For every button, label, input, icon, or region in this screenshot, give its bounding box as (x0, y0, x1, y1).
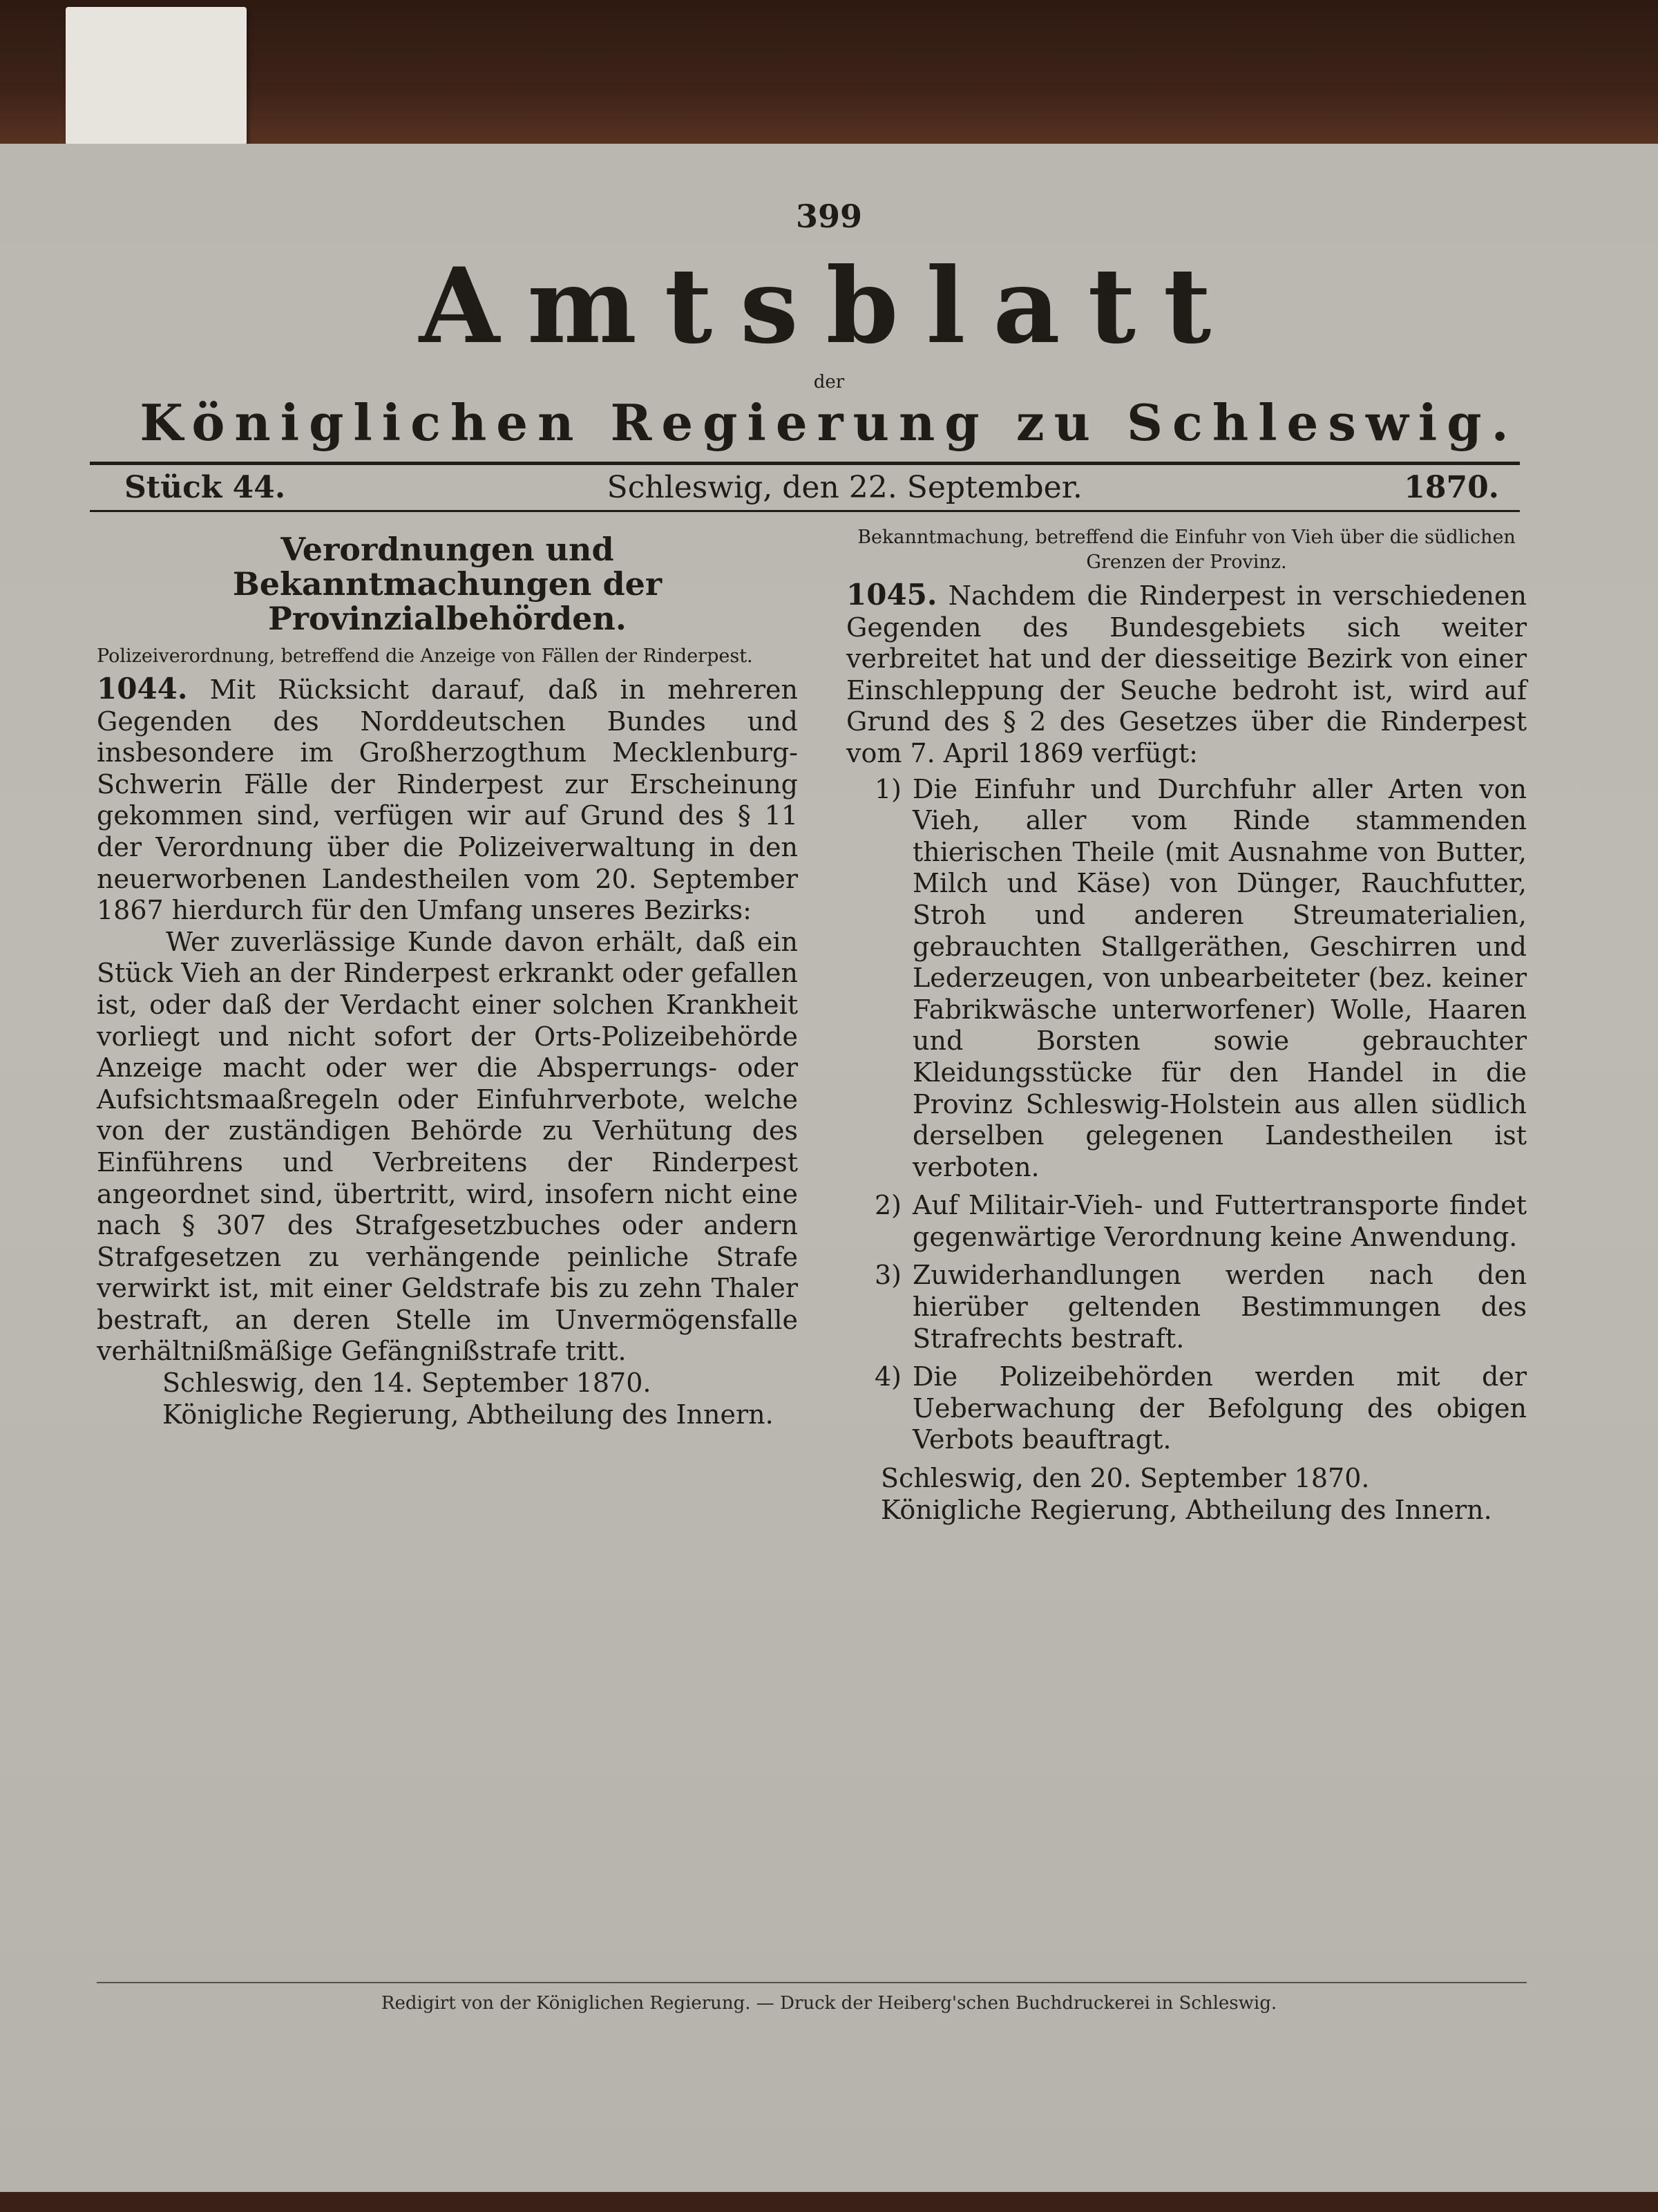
document-page (0, 144, 1658, 2193)
list-item: 3) Zuwiderhandlungen werden nach den hierüber geltenden Bestimmungen des Strafrechts bestraft. (874, 1260, 1527, 1354)
page-number: 399 (795, 198, 863, 235)
imprint-footer: Redigirt von der Königlichen Regierung. — Druck der Heiberg'schen Buchdruckerei in Schleswig. (381, 1993, 1277, 2014)
notice-1045-number: 1045. (846, 578, 937, 612)
notice-1045-sign-authority: Königliche Regierung, Abtheilung des Innern. (881, 1494, 1492, 1525)
right-column (846, 525, 1527, 1526)
book-edge-bottom (0, 2192, 1658, 2212)
list-item: 1) Die Einfuhr und Durchfuhr aller Arten von Vieh, aller vom Rinde stammenden thierischen Theile (mit Ausnahme von Butter, Milch und Käse) von Dünger, Rauchfutter, Stroh und anderen Streumaterialien, gebrauchten Stallgeräthen, Geschirren und Lederzeugen, von unbearbeiteter (bez. keiner Fabrikwäsche unterworfener) Wolle, Haaren und Borsten sowie gebrauchter Kleidungsstücke für den Handel in die Provinz Schleswig-Holstein aus allen südlich derselben gelegenen Landestheilen ist verboten. (874, 773, 1527, 1182)
issue-line (124, 470, 1499, 505)
left-column (97, 525, 798, 1430)
book-edge-top (0, 0, 1658, 149)
notice-1045-items (846, 774, 1527, 1456)
list-item: 2) Auf Militair-Vieh- und Futtertransporte findet gegenwärtige Verordnung keine Anwendung. (874, 1190, 1527, 1252)
header-rule-bottom (90, 510, 1520, 512)
issue-place-date: Schleswig, den 22. September. (607, 470, 1083, 505)
header-rule-top (90, 462, 1520, 465)
notice-1044-para2: Wer zuverlässige Kunde davon erhält, daß ein Stück Vieh an der Rinderpest erkrankt oder gefallen ist, oder daß der Verdacht einer solchen Krankheit vorliegt und nicht sofort der Orts-Polizeibehörde Anzeige macht oder wer die Absperrungs- oder Aufsichtsmaaßregeln oder Einfuhrverbote, welche von der zuständigen Behörde zu Verhütung des Einführens und Verbreitens der Rinderpest angeordnet sind, übertritt, wird, insofern nicht eine nach § 307 des Strafgesetzbuches oder andern Strafgesetzen zu verhängende peinliche Strafe verwirkt ist, mit einer Geldstrafe bis zu zehn Thaler bestraft, an deren Stelle im Unvermögensfalle verhältnißmäßige Gefängnißstrafe tritt. (97, 926, 798, 1367)
notice-1044-para1 (97, 673, 798, 927)
notice-1044-number: 1044. (97, 672, 188, 706)
footer-rule (97, 1982, 1527, 1983)
masthead-title: Amtsblatt (419, 245, 1239, 367)
notice-1044-sign-place: Schleswig, den 14. September 1870. (162, 1368, 651, 1399)
notice-1045-sign-place: Schleswig, den 20. September 1870. (881, 1463, 1370, 1494)
list-item: 4) Die Polizeibehörden werden mit der Ueberwachung der Befolgung des obigen Verbots beauftragt. (874, 1361, 1527, 1455)
notice-1044-sign-authority: Königliche Regierung, Abtheilung des Innern. (162, 1399, 774, 1430)
masthead-subtitle: Königlichen Regierung zu Schleswig. (140, 393, 1518, 452)
masthead-der: der (813, 372, 845, 393)
notice-1045-title: Bekanntmachung, betreffend die Einfuhr von Vieh über die südlichen Grenzen der Provinz. (857, 527, 1516, 573)
paper-slip (66, 7, 247, 145)
notice-1045-para1-text: Nachdem die Rinderpest in verschiedenen Gegenden des Bundesgebiets sich weiter verbreitet hat und der diesseitige Bezirk von einer Einschleppung der Seuche bedroht ist, wird auf Grund des § 2 des Gesetzes über die Rinderpest vom 7. April 1869 verfügt: (846, 580, 1527, 768)
notice-1045-para1 (846, 579, 1527, 770)
section-heading: Verordnungen und Bekanntmachungen der Provinzialbehörden. (232, 531, 663, 637)
issue-number: Stück 44. (124, 470, 286, 505)
issue-year: 1870. (1404, 470, 1499, 505)
notice-1044-title: Polizeiverordnung, betreffend die Anzeige von Fällen der Rinderpest. (97, 645, 753, 667)
notice-1044-para1-text: Mit Rücksicht darauf, daß in mehreren Gegenden des Norddeutschen Bundes und insbesondere im Großherzogthum Mecklenburg-Schwerin Fälle der Rinderpest zur Erscheinung gekommen sind, verfügen wir auf Grund des § 11 der Verordnung über die Polizeiverwaltung in den neuerworbenen Landestheilen vom 20. September 1867 hierdurch für den Umfang unseres Bezirks: (97, 674, 798, 926)
